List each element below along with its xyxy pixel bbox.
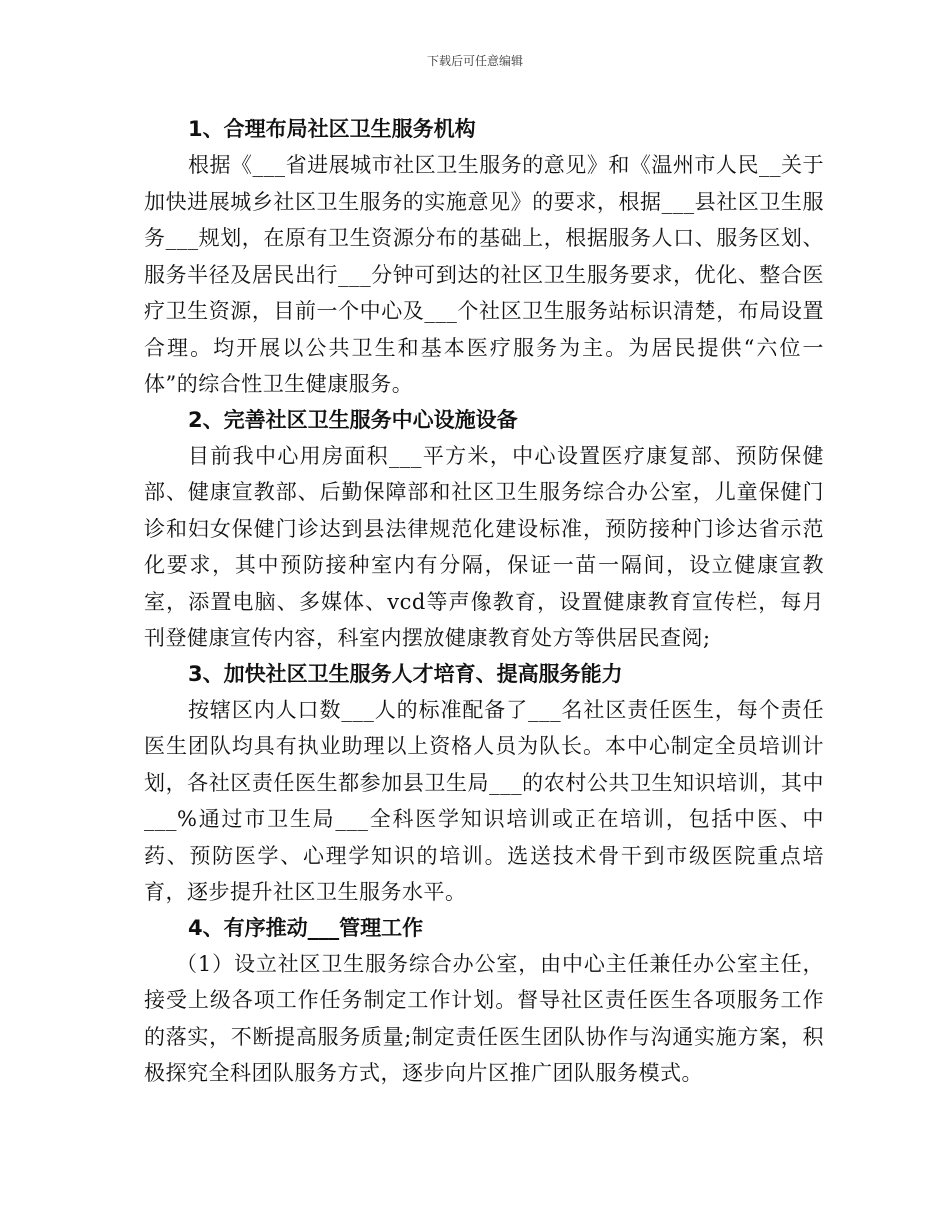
section-paragraph-2: 目前我中心用房面积___平方米，中心设置医疗康复部、预防保健部、健康宣教部、后勤保障部和社区卫生服务综合办公室，儿童保健门诊和妇女保健门诊达到县法律规范化建设标准，预防接种门诊达省示范化要求，其中预防接种室内有分隔，保证一苗一隔间，设立健康宣教室，添置电脑、多媒体、vcd等声像教育，设置健康教育宣传栏，每月刊登健康宣传内容，科室内摆放健康教育处方等供居民查阅; <box>144 443 824 650</box>
section-heading-2: 2、完善社区卫生服务中心设施设备 <box>188 407 518 432</box>
section-paragraph-1: 根据《___省进展城市社区卫生服务的意见》和《温州市人民__关于加快进展城乡社区卫生服务的实施意见》的要求，根据___县社区卫生服务___规划，在原有卫生资源分布的基础上，根据服务人口、服务区划、服务半径及居民出行___分钟可到达的社区卫生服务要求，优化、整合医疗卫生资源，目前一个中心及___个社区卫生服务站标识清楚，布局设置合理。均开展以公共卫生和基本医疗服务为主。为居民提供“六位一体”的综合性卫生健康服务。 <box>144 153 824 396</box>
section-heading-1: 1、合理布局社区卫生服务机构 <box>188 117 476 141</box>
section-paragraph-3: 按辖区内人口数___人的标准配备了___名社区责任医生，每个责任医生团队均具有执业助理以上资格人员为队长。本中心制定全员培训计划，各社区责任医生都参加县卫生局___的农村公共卫生知识培训，其中___%通过市卫生局___全科医学知识培训或正在培训，包括中医、中药、预防医学、心理学知识的培训。选送技术骨干到市级医院重点培育，逐步提升社区卫生服务水平。 <box>144 697 824 904</box>
section-heading-4: 4、有序推动___管理工作 <box>188 915 424 940</box>
section-heading-3: 3、加快社区卫生服务人才培育、提高服务能力 <box>188 661 623 686</box>
page-header: 下载后可任意编辑 <box>426 54 523 68</box>
document-body <box>144 112 824 1092</box>
section-paragraph-4: （1）设立社区卫生服务综合办公室，由中心主任兼任办公室主任，接受上级各项工作任务制定工作计划。督导社区责任医生各项服务工作的落实，不断提高服务质量;制定责任医生团队协作与沟通实施方案，积极探究全科团队服务方式，逐步向片区推广团队服务模式。 <box>144 951 824 1085</box>
